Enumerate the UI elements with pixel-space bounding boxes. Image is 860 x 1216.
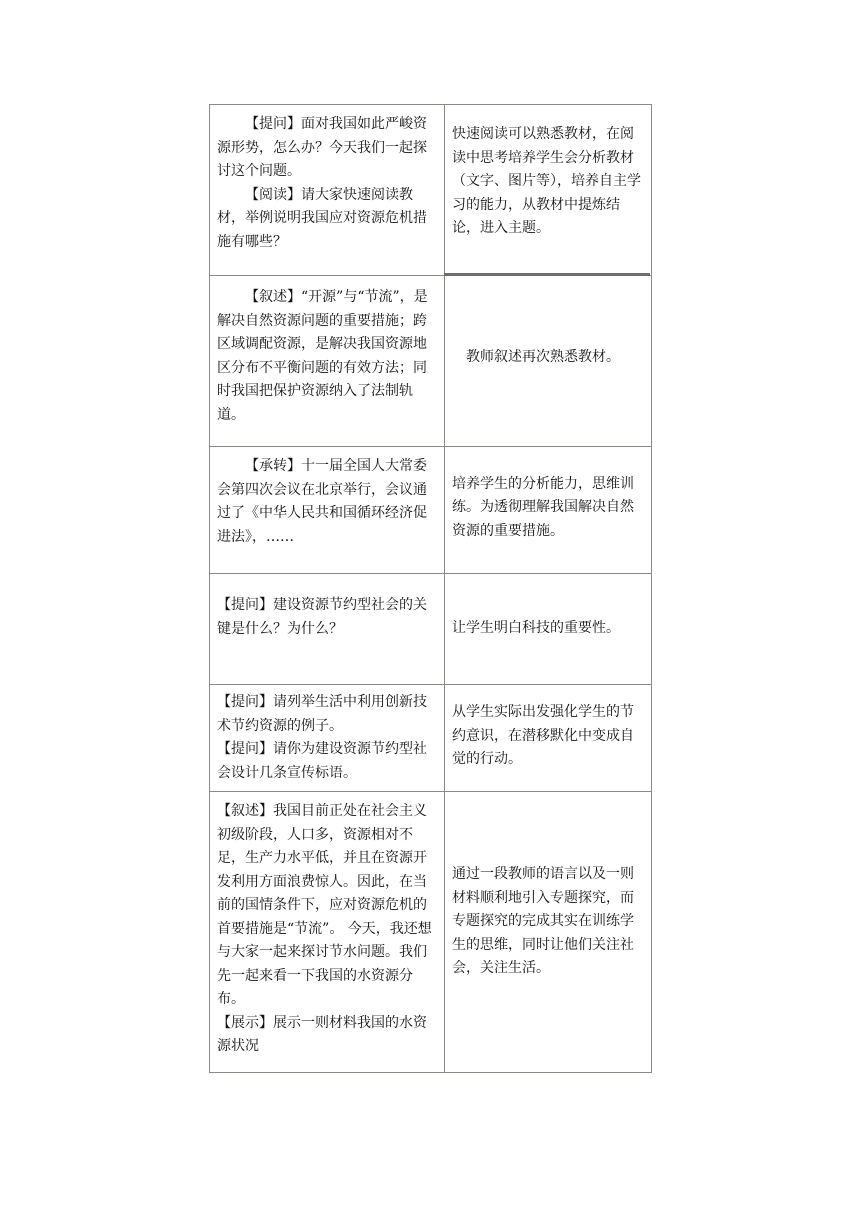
table-row	[210, 276, 652, 447]
design-intent-cell	[445, 685, 652, 792]
activity-paragraph: 【提问】面对我国如此严峻资源形势，怎么办？今天我们一起探讨这个问题。	[217, 116, 427, 179]
teacher-activity-cell	[210, 105, 445, 276]
activity-paragraph: 【叙述】“开源”与“节流”，是解决自然资源问题的重要措施；跨区域调配资源，是解决我国资源地区分布不平衡问题的有效方法；同时我国把保护资源纳入了法制轨道。	[217, 289, 428, 423]
activity-paragraph: 【叙述】我国目前正处在社会主义初级阶段，人口多，资源相对不足，生产力水平低，并且在资源开发利用方面浪费惊人。因此，在当前的国情条件下，应对资源危机的首要措施是“节流”。 今天，我还想与大家一起来探讨节水问题。我们先一起来看一下我国的水资源分布。	[217, 803, 432, 1007]
design-intent-cell	[445, 574, 652, 685]
intent-paragraph: 教师叙述再次熟悉教材。	[466, 349, 620, 366]
design-intent-cell	[445, 276, 652, 447]
design-intent-cell	[445, 105, 652, 276]
teacher-activity-cell	[210, 685, 445, 792]
intent-paragraph: 通过一段教师的语言以及一则材料顺利地引入专题探究，而专题探究的完成其实在训练学生的思维，同时让他们关注社会，关注生活。	[452, 866, 634, 977]
intent-paragraph: 快速阅读可以熟悉教材，在阅读中思考培养学生会分析教材（文字、图片等），培养自主学习的能力，从教材中提炼结论，进入主题。	[452, 126, 641, 236]
lesson-plan-table	[209, 104, 652, 1073]
teacher-activity-cell	[210, 792, 445, 1073]
design-intent-cell	[445, 792, 652, 1073]
table-row	[210, 447, 652, 574]
table-row	[210, 685, 652, 792]
activity-paragraph: 【提问】建设资源节约型社会的关键是什么？为什么？	[217, 597, 427, 637]
teacher-activity-cell	[210, 276, 445, 447]
activity-paragraph: 【提问】请列举生活中利用创新技术节约资源的例子。	[217, 694, 427, 734]
teacher-activity-cell	[210, 447, 445, 574]
table-row	[210, 105, 652, 276]
cell-divider	[444, 273, 650, 276]
activity-paragraph: 【承转】十一届全国人大常委会第四次会议在北京举行，会议通过了《中华人民共和国循环经济促进法》，……	[217, 458, 427, 545]
intent-paragraph: 让学生明白科技的重要性。	[452, 620, 620, 637]
teacher-activity-cell	[210, 574, 445, 685]
intent-paragraph: 从学生实际出发强化学生的节约意识，在潜移默化中变成自觉的行动。	[452, 704, 634, 767]
table-row	[210, 792, 652, 1073]
activity-paragraph: 【阅读】请大家快速阅读教材，举例说明我国应对资源危机措施有哪些？	[217, 186, 427, 250]
activity-paragraph: 【提问】请你为建设资源节约型社会设计几条宣传标语。	[217, 741, 427, 781]
design-intent-cell	[445, 447, 652, 574]
activity-paragraph: 【展示】展示一则材料我国的水资源状况	[217, 1014, 427, 1054]
intent-paragraph: 培养学生的分析能力，思维训练。为透彻理解我国解决自然资源的重要措施。	[452, 475, 634, 539]
table-row	[210, 574, 652, 685]
